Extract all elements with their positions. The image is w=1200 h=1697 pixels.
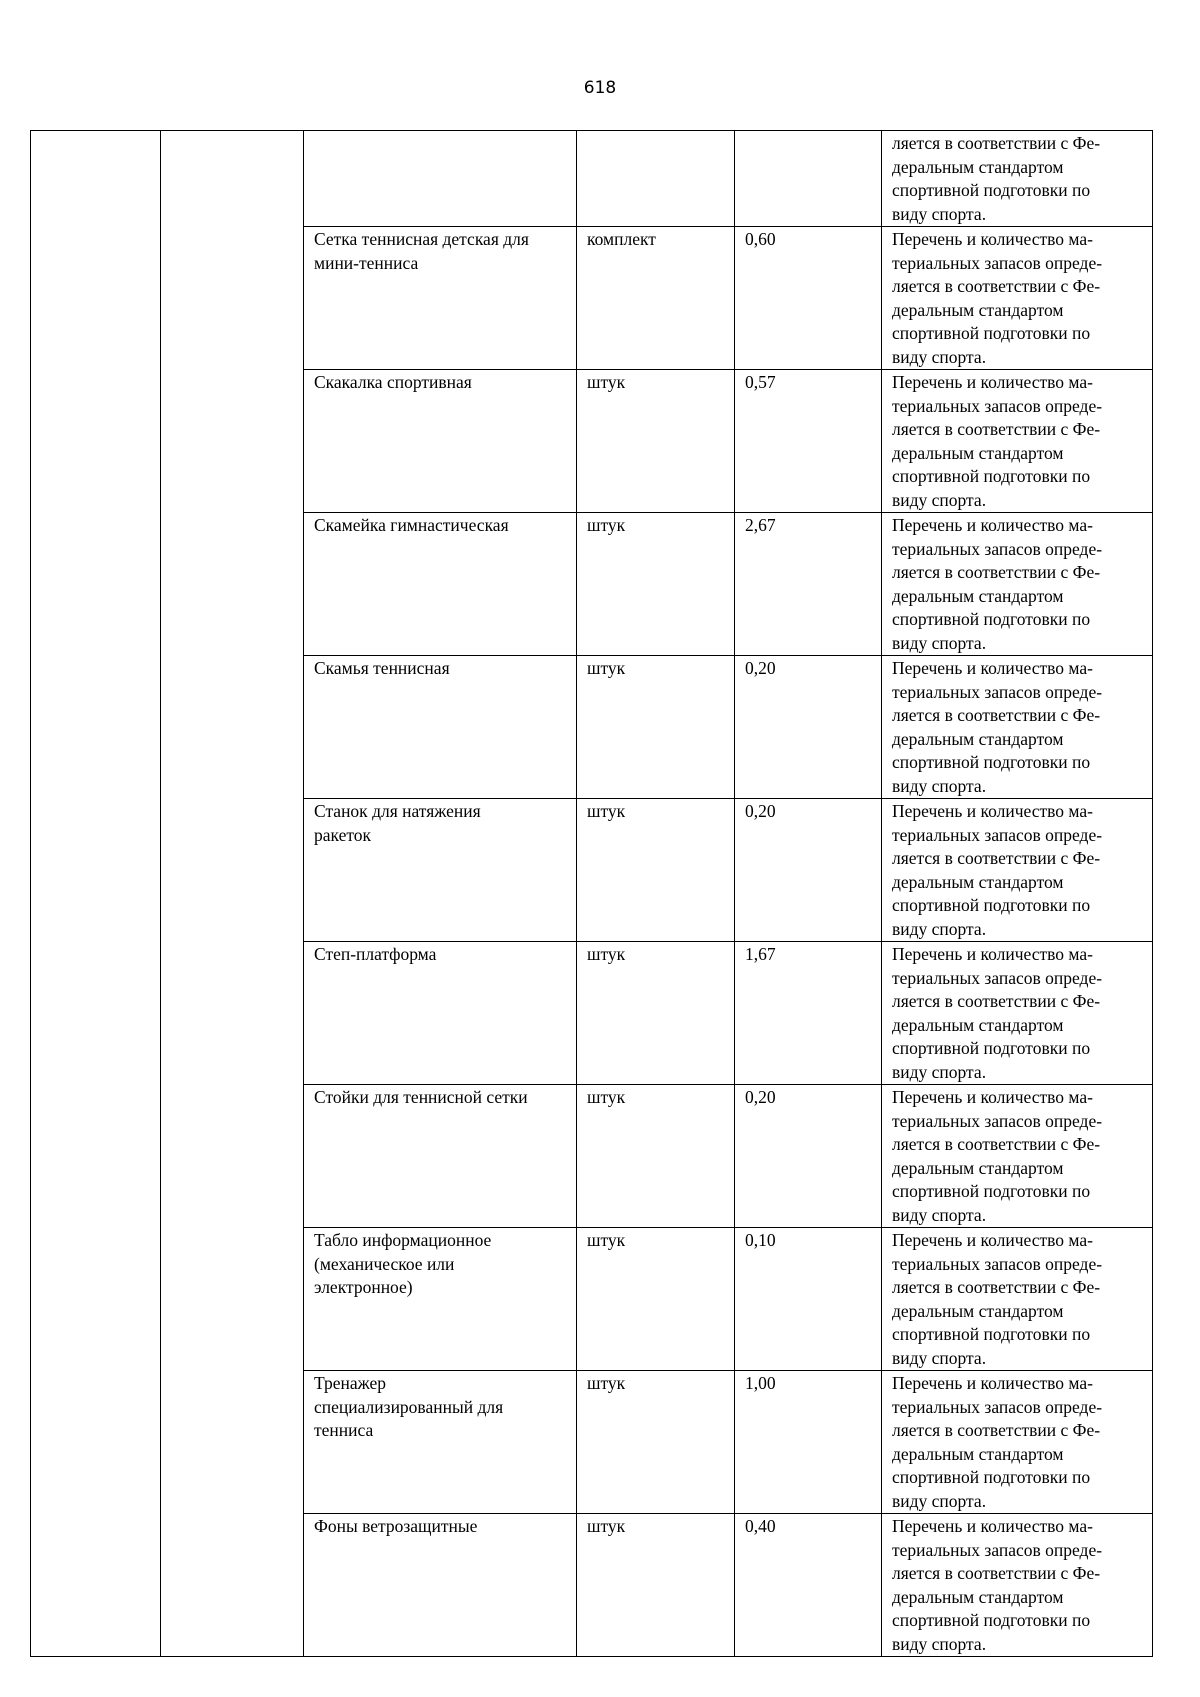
- note-text: Перечень и количество ма- териальных запасов опреде- ляется в соответствии с Фе- деральным стандартом спортивной подготовки по виду спорта.: [892, 801, 1103, 939]
- item-name: Станок для натяжения ракеток: [314, 801, 481, 845]
- quantity-cell: [735, 1514, 882, 1657]
- unit-cell: [577, 799, 735, 942]
- quantity: 0,20: [745, 658, 776, 678]
- item-name: Фоны ветрозащитные: [314, 1516, 478, 1536]
- quantity-cell: [735, 1371, 882, 1514]
- note-cell: [882, 1228, 1153, 1371]
- quantity-cell: [735, 131, 882, 227]
- quantity: 0,60: [745, 229, 776, 249]
- unit: комплект: [587, 229, 656, 249]
- item-name-cell: [304, 513, 577, 656]
- item-name: Скамья теннисная: [314, 658, 450, 678]
- note-cell: [882, 656, 1153, 799]
- quantity: 0,57: [745, 372, 776, 392]
- note-text: Перечень и количество ма- териальных запасов опреде- ляется в соответствии с Фе- деральным стандартом спортивной подготовки по виду спорта.: [892, 1087, 1103, 1225]
- page-number: 618: [583, 78, 617, 98]
- quantity-cell: [735, 942, 882, 1085]
- item-name-cell: [304, 656, 577, 799]
- table-row-continuation: [31, 131, 1153, 227]
- quantity: 2,67: [745, 515, 776, 535]
- quantity-cell: [735, 1085, 882, 1228]
- item-name-cell: [304, 942, 577, 1085]
- quantity: 0,20: [745, 801, 776, 821]
- item-name-cell: [304, 1085, 577, 1228]
- quantity-cell: [735, 370, 882, 513]
- item-name: Степ-платформа: [314, 944, 437, 964]
- unit: штук: [587, 1230, 626, 1250]
- quantity: 1,00: [745, 1373, 776, 1393]
- unit-cell: [577, 1514, 735, 1657]
- note-cell: [882, 942, 1153, 1085]
- quantity-cell: [735, 513, 882, 656]
- unit: штук: [587, 801, 626, 821]
- unit: штук: [587, 515, 626, 535]
- note-text: Перечень и количество ма- териальных запасов опреде- ляется в соответствии с Фе- деральным стандартом спортивной подготовки по виду спорта.: [892, 372, 1103, 510]
- note-text: Перечень и количество ма- териальных запасов опреде- ляется в соответствии с Фе- деральным стандартом спортивной подготовки по виду спорта.: [892, 1516, 1103, 1654]
- note-text: Перечень и количество ма- териальных запасов опреде- ляется в соответствии с Фе- деральным стандартом спортивной подготовки по виду спорта.: [892, 944, 1103, 1082]
- quantity-cell: [735, 227, 882, 370]
- item-name: Скамейка гимнастическая: [314, 515, 509, 535]
- note-text: Перечень и количество ма- териальных запасов опреде- ляется в соответствии с Фе- деральным стандартом спортивной подготовки по виду спорта.: [892, 515, 1103, 653]
- item-name-cell: [304, 1228, 577, 1371]
- note-cell: [882, 799, 1153, 942]
- unit: штук: [587, 1516, 626, 1536]
- note-cell: [882, 1371, 1153, 1514]
- item-name-cell: [304, 131, 577, 227]
- quantity: 0,20: [745, 1087, 776, 1107]
- item-name-cell: [304, 227, 577, 370]
- item-name-cell: [304, 1514, 577, 1657]
- note-cell: [882, 370, 1153, 513]
- merged-cell-col2: [161, 131, 304, 1657]
- item-name: Сетка теннисная детская для мини-тенниса: [314, 229, 529, 273]
- item-name: Табло информационное (механическое или электронное): [314, 1230, 492, 1297]
- unit-cell: [577, 370, 735, 513]
- unit-cell: [577, 513, 735, 656]
- unit-cell: [577, 131, 735, 227]
- equipment-table: [30, 130, 1153, 1657]
- item-name: Скакалка спортивная: [314, 372, 472, 392]
- note-text: Перечень и количество ма- териальных запасов опреде- ляется в соответствии с Фе- деральным стандартом спортивной подготовки по виду спорта.: [892, 658, 1103, 796]
- item-name-cell: [304, 370, 577, 513]
- note-cell: [882, 227, 1153, 370]
- item-name-cell: [304, 1371, 577, 1514]
- note-cell: [882, 1085, 1153, 1228]
- unit-cell: [577, 227, 735, 370]
- table-body: [31, 131, 1153, 1657]
- unit-cell: [577, 656, 735, 799]
- unit-cell: [577, 1371, 735, 1514]
- note-cell: [882, 131, 1153, 227]
- note-text: ляется в соответствии с Фе- деральным стандартом спортивной подготовки по виду спорта.: [892, 133, 1101, 224]
- quantity: 1,67: [745, 944, 776, 964]
- note-text: Перечень и количество ма- териальных запасов опреде- ляется в соответствии с Фе- деральным стандартом спортивной подготовки по виду спорта.: [892, 1230, 1103, 1368]
- note-cell: [882, 1514, 1153, 1657]
- unit: штук: [587, 658, 626, 678]
- merged-cell-col1: [31, 131, 161, 1657]
- item-name: Стойки для теннисной сетки: [314, 1087, 528, 1107]
- unit-cell: [577, 1085, 735, 1228]
- unit-cell: [577, 942, 735, 1085]
- unit: штук: [587, 1087, 626, 1107]
- quantity-cell: [735, 799, 882, 942]
- item-name-cell: [304, 799, 577, 942]
- unit: штук: [587, 944, 626, 964]
- quantity: 0,40: [745, 1516, 776, 1536]
- note-text: Перечень и количество ма- териальных запасов опреде- ляется в соответствии с Фе- деральным стандартом спортивной подготовки по виду спорта.: [892, 229, 1103, 367]
- item-name: Тренажер специализированный для тенниса: [314, 1373, 504, 1440]
- quantity-cell: [735, 1228, 882, 1371]
- quantity: 0,10: [745, 1230, 776, 1250]
- note-text: Перечень и количество ма- териальных запасов опреде- ляется в соответствии с Фе- деральным стандартом спортивной подготовки по виду спорта.: [892, 1373, 1103, 1511]
- unit-cell: [577, 1228, 735, 1371]
- quantity-cell: [735, 656, 882, 799]
- note-cell: [882, 513, 1153, 656]
- unit: штук: [587, 1373, 626, 1393]
- unit: штук: [587, 372, 626, 392]
